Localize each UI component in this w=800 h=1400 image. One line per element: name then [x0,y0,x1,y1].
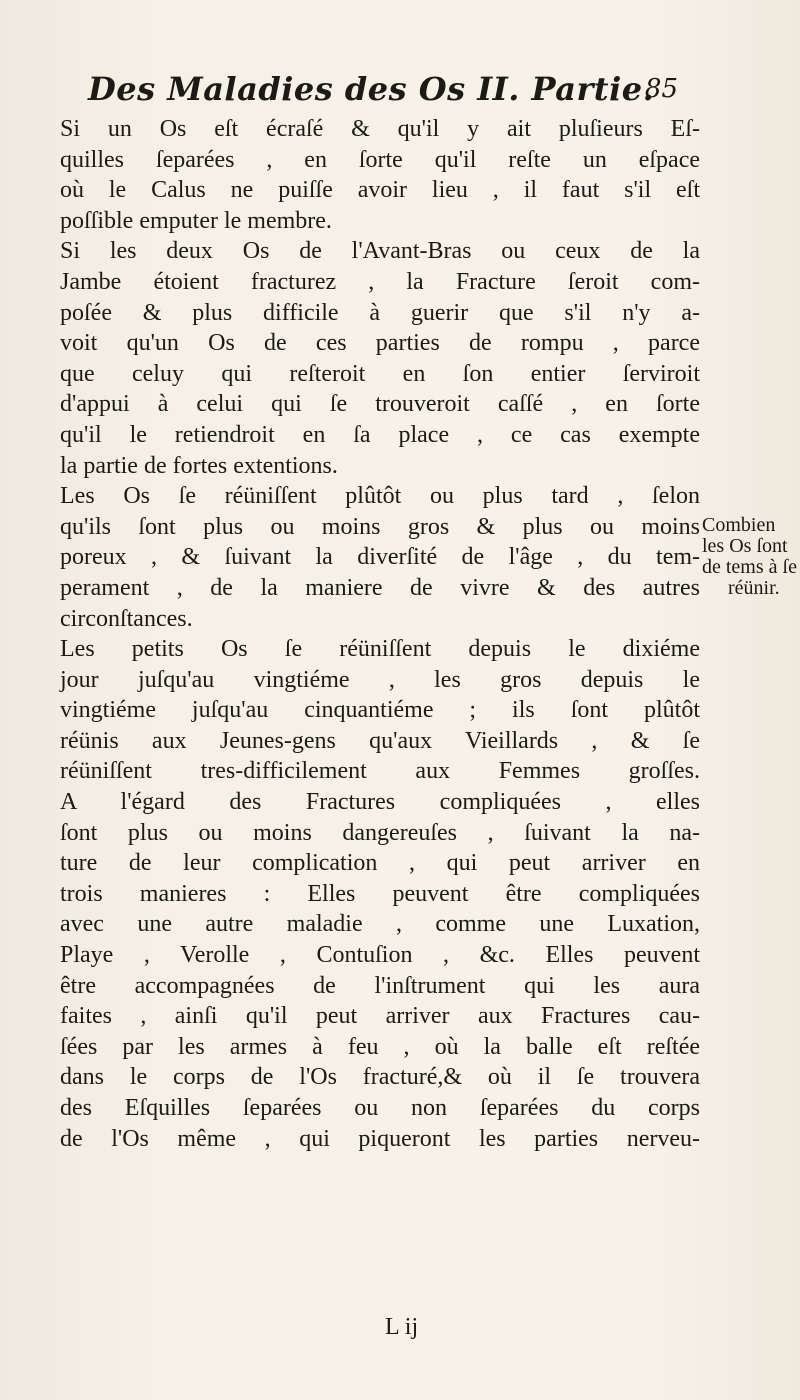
text-line: A l'égard des Fractures compliquées , elles [60,789,700,816]
margin-note-line: les Os ſont [702,535,788,557]
signature-mark: L ij [385,1314,419,1340]
text-line: perament , de la maniere de vivre & des autres [60,574,700,601]
text-line: Les petits Os ſe réüniſſent depuis le dixiéme [60,636,700,663]
page-header [88,70,678,114]
text-line: ſont plus ou moins dangereuſes , ſuivant la na- [60,819,700,846]
margin-note-line: réünir. [728,577,780,599]
text-line: la partie de fortes extentions. [60,452,338,479]
text-line: des Eſquilles ſeparées ou non ſeparées du corps [60,1095,700,1121]
text-line: réünis aux Jeunes-gens qu'aux Vieillards , & ſe [60,727,700,754]
text-line: ſées par les armes à feu , où la balle eſt reſtée [60,1033,700,1060]
page-number: 85 [644,74,678,104]
text-line: être accompagnées de l'inſtrument qui les aura [60,972,700,999]
margin-note [702,515,798,599]
text-line: dans le corps de l'Os fracturé,& où il ſe trouvera [60,1064,700,1091]
body-text [60,114,700,1154]
text-line: d'appui à celui qui ſe trouveroit caſſé , en ſorte [60,391,700,418]
text-line: réüniſſent tres-difficilement aux Femmes groſſes. [60,758,700,785]
text-line: qu'il le retiendroit en ſa place , ce cas exempte [60,421,700,448]
margin-note-line: de tems à ſe [702,556,797,578]
text-line: trois manieres : Elles peuvent être compliquées [60,880,700,907]
text-line: où le Calus ne puiſſe avoir lieu , il faut s'il eſt [60,177,700,204]
running-title: Des Maladies des Os II. Partie. [88,70,655,108]
text-line: qu'ils ſont plus ou moins gros & plus ou moins [60,513,700,540]
text-line: voit qu'un Os de ces parties de rompu , parce [60,330,700,357]
text-line: circonſtances. [60,605,193,632]
text-line: avec une autre maladie , comme une Luxation, [60,911,700,938]
text-line: poreux , & ſuivant la diverſité de l'âge , du tem- [60,544,700,571]
text-line: poſſible emputer le membre. [60,207,332,234]
text-line: jour juſqu'au vingtiéme , les gros depuis le [60,666,700,693]
text-line: Playe , Verolle , Contuſion , &c. Elles peuvent [60,942,700,969]
text-line: Les Os ſe réüniſſent plûtôt ou plus tard , ſelon [60,483,700,510]
text-line: ture de leur complication , qui peut arriver en [60,850,700,877]
text-line: que celuy qui reſteroit en ſon entier ſerviroit [60,360,700,387]
text-line: Si les deux Os de l'Avant-Bras ou ceux de la [60,238,700,265]
text-line: Jambe étoient fracturez , la Fracture ſeroit com- [60,268,700,295]
text-line: de l'Os même , qui piqueront les parties nerveu- [60,1125,700,1152]
text-line: faites , ainſi qu'il peut arriver aux Fractures cau- [60,1003,700,1030]
text-line: quilles ſeparées , en ſorte qu'il reſte un eſpace [60,146,700,173]
text-line: poſée & plus difficile à guerir que s'il n'y a- [60,299,700,326]
text-line: vingtiéme juſqu'au cinquantiéme ; ils ſont plûtôt [60,697,700,724]
text-line: Si un Os eſt écraſé & qu'il y ait pluſieurs Eſ- [60,116,700,142]
margin-note-line: Combien [702,514,776,536]
